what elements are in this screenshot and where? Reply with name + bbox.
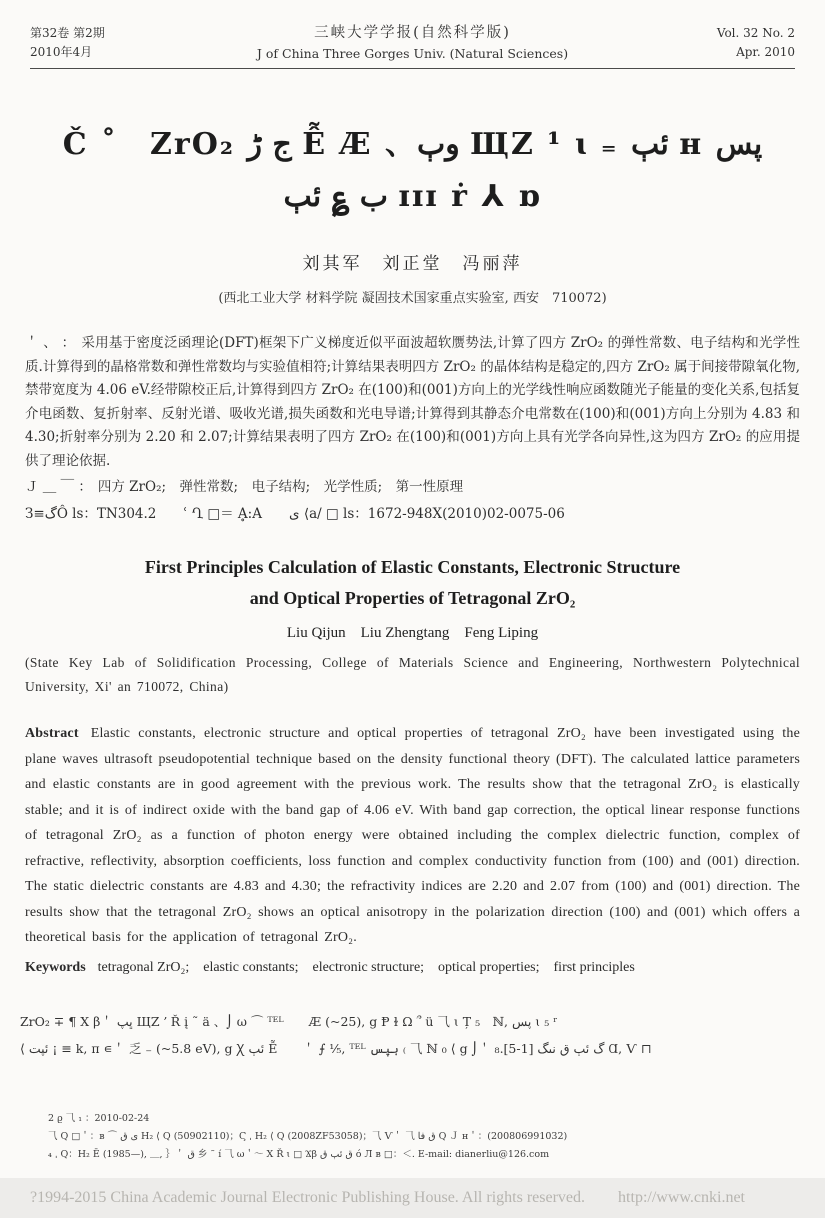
volume-issue-cn: 第32卷 第2期 — [30, 26, 105, 40]
introduction-paragraph — [20, 1008, 807, 1062]
abstract-cn-label: ＇ 、 ： — [25, 335, 76, 351]
abstract-cn-text: 采用基于密度泛函理论(DFT)框架下广义梯度近似平面波超软赝势法,计算了四方 ZrO₂ 的弹性常数、电子结构和光学性质.计算得到的晶格常数和弹性常数均与实验值相符;计算结果表明四方 ZrO₂ 的晶体结构是稳定的,四方 ZrO₂ 属于间接带隙氧化物,禁带宽度为 4.06 eV.经带隙校正后,计算得到四方 ZrO₂ 在(100)和(001)方向上的光学线性响应函数随光子能量的变化关系,包括复介电函数、复折射率、反射光谱、吸收光谱,损失函数和光电导谱;计算得到其静态介电常数在(100)和(001)方向上分别为 4.83 和 4.30;折射率分别为 2.20 和 2.07;计算结果表明了四方 ZrO₂ 在(100)和(001)方向上具有光学各向异性,这为四方 ZrO₂ 的应用提供了理论依据. — [25, 335, 800, 469]
header-center — [221, 24, 604, 63]
footnote-received-date: 2 ϱ ⺄ ₁ ：2010-02-24 — [48, 1113, 150, 1124]
keywords-en — [25, 955, 800, 981]
issue-date-en: Apr. 2010 — [736, 45, 795, 59]
cnki-url: http://www.cnki.net — [618, 1189, 745, 1206]
introduction-line1: ZrO₂ ∓ ¶ Χ β＇ ڀپ ЩZ ՚ Ř į ˜ ä 、⌡ ω ⌒ ᵀᴱᴸ Æ (~25), g Ᵽ ɫ Ω ՞ ü ⺄ ɩ Ț ₅ ℕ, پس ɩ ₅ ʳ — [20, 1014, 558, 1029]
article-title-cn — [40, 119, 785, 223]
authors-en: Liu Qijun Liu Zhengtang Feng Liping — [286, 625, 539, 641]
keywords-en-text: tetragonal ZrO₂; elastic constants; electronic structure; optical properties; first principles — [97, 959, 635, 975]
journal-name-cn: 三峡大学学报(自然科学版) — [314, 25, 511, 41]
article-title-cn-line2: ب ؏ ئٻ ɪɪɪ ṙ ⅄ ɒ — [283, 179, 542, 214]
journal-name-en: J of China Three Gorges Univ. (Natural Sciences) — [256, 46, 569, 61]
issue-date-cn: 2010年4月 — [30, 45, 93, 59]
classification-line: З≡گÔ ls：TN304.2 ՙ Ղ □＝ Ḁ:A ى ⟨a/ □ ls：1672-948X(2010)02-0075-06 — [25, 505, 565, 522]
article-title-en-line2: and Optical Properties of Tetragonal ZrO₂ — [249, 588, 576, 608]
abstract-cn — [25, 332, 800, 473]
keywords-cn-label: Ｊ ＿ ￣ ： — [25, 479, 92, 495]
abstract-en-label: Abstract — [25, 726, 79, 741]
cnki-copyright-text: ?1994-2015 China Academic Journal Electronic Publishing House. All rights reserved. — [30, 1189, 585, 1206]
footnote-funding: ⺄ Q □＇：в ⌒ ى ق H₂ ⟨ Q (50902110)；Ϛ ˌ H₂ ⟨ Q (2008ZF53058)；⺄ Ѵ＇ ⺄ ق فا Q Ｊ ʜ＇：(200806991032) — [48, 1131, 568, 1142]
cnki-watermark-band — [0, 1178, 825, 1218]
affiliation-en: (State Key Lab of Solidification Processing, College of Materials Science and Engineering, Northwestern Polytechnical University, Xi' an 710072, China) — [25, 655, 800, 694]
abstract-en-text: Elastic constants, electronic structure and optical properties of tetragonal ZrO₂ have been investigated using the plane waves ultrasoft pseudopotential technique based on the density functional theory (DFT). The calculated lattice parameters and elastic constants are in good agreement with the previous work. The results show that the tetragonal ZrO₂ is elastically stable; and it is of indirect oxide with the band gap of 4.06 eV. With band gap correction, the optical linear response functions of tetragonal ZrO₂ as a function of photon energy were obtained including the complex dielectric function, complex of refractive, reflectivity, absorption coefficients, loss function and complex conductivity function from (100) and (001) direction. The static dielectric constants are 4.83 and 4.30; the refractivity indices are 2.20 and 2.07 from (100) and (001) direction. The results show that the tetragonal ZrO₂ shows an optical anisotropy in the polarization direction (100) and (001) which offers a theoretical basis for the application of tetragonal ZrO₂. — [25, 726, 800, 945]
article-title-en-line1: First Principles Calculation of Elastic Constants, Electronic Structure — [144, 557, 681, 577]
keywords-cn — [25, 476, 800, 500]
affiliation-cn: (西北工业大学 材料学院 凝固技术国家重点实验室, 西安 710072) — [218, 291, 607, 306]
keywords-cn-text: 四方 ZrO₂; 弹性常数; 电子结构; 光学性质; 第一性原理 — [97, 479, 464, 495]
keywords-en-label: Keywords — [25, 959, 86, 975]
abstract-en — [25, 721, 800, 951]
volume-no-en: Vol. 32 No. 2 — [716, 26, 795, 40]
authors-cn: 刘其军 刘正堂 冯丽萍 — [302, 254, 523, 274]
header-left — [30, 24, 221, 62]
journal-header — [30, 24, 795, 69]
footnote-author-bio: ₄ ˌ Q：Н₂ Ē (1985—), ＿, ｝＇ ق 乡 ˜ í ⺄ ω＇～ Χ Ř ɩ □ Ϫβ ق ئٻ ق ó Л в □：＜. E-mail: dianerliu@126.com — [48, 1149, 550, 1160]
introduction-line2: ⟨ ئپت ¡ ≡ k, π ∊＇ 乏 ₋ (~5.8 eV), g Ꭓ ئٻ Ễ ＇ ⨍ ⅕, ᵀᴱᴸ ہپس ₍ ⺄ ℕ ₀ ⟨ g ⌡＇ گ ئٻ ق نىگ [1-5].₈ Ɑ, Ѵ ⊓ — [20, 1041, 652, 1056]
article-title-en — [30, 552, 795, 614]
header-right — [604, 24, 795, 62]
article-title-cn-line1: Č ˚ ZrO₂ ج ڑ Ễ Æ 、وٻ ЩZ ¹ ɩ ₌ ئٻ ʜ پس — [62, 127, 763, 162]
footnote-block — [48, 1110, 785, 1164]
